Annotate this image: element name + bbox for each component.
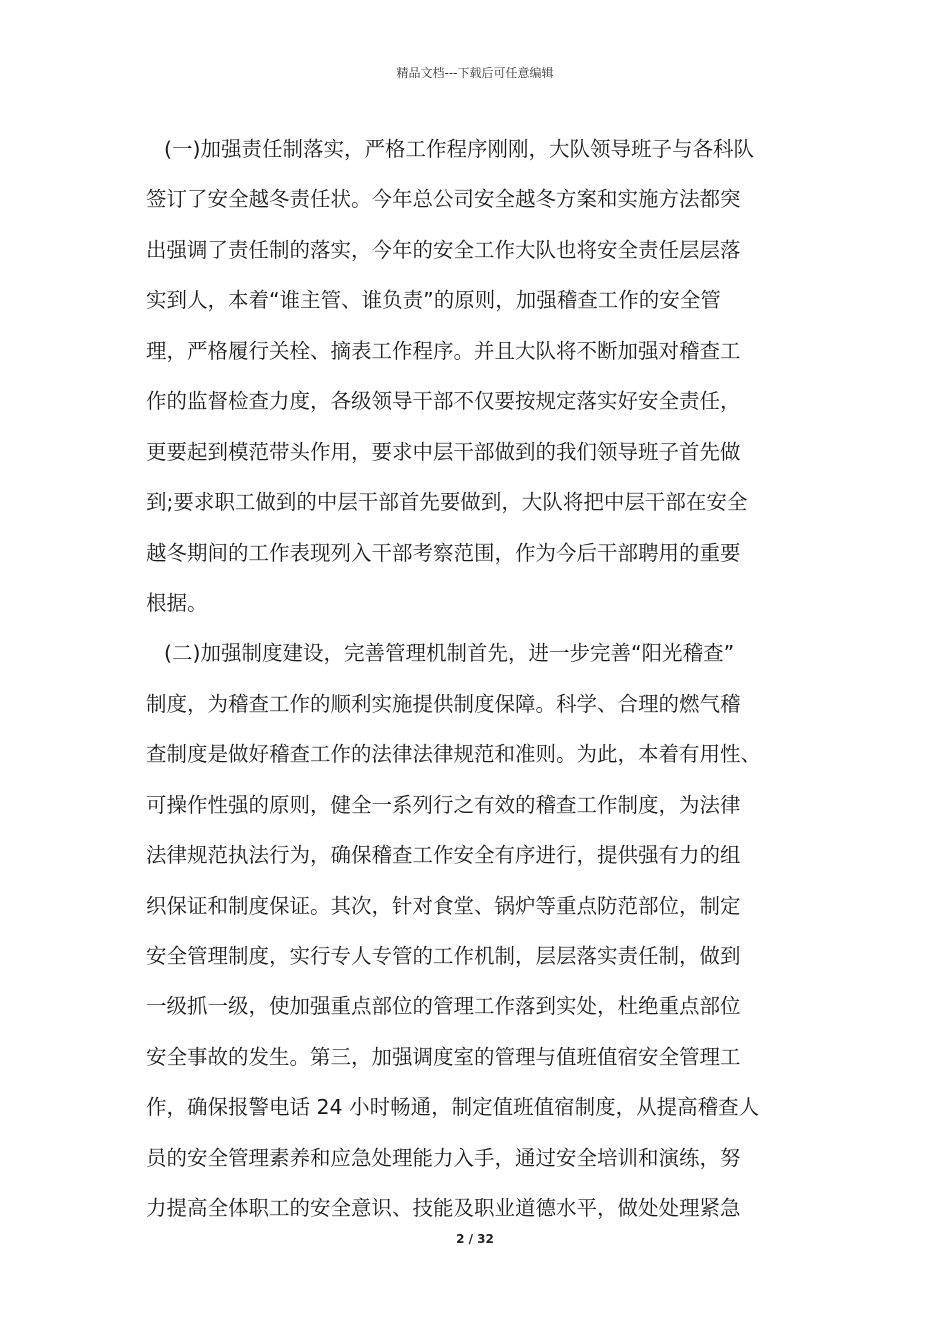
text-line: 理，严格履行关栓、摘表工作程序。并且大队将不断加强对稽查工 (146, 338, 741, 363)
text-line: 员的安全管理素养和应急处理能力入手，通过安全培训和演练，努 (146, 1145, 741, 1170)
text-line: (二)加强制度建设，完善管理机制首先，进一步完善“阳光稽查” (164, 641, 735, 666)
text-line: 查制度是做好稽查工作的法律法律规范和准则。为此，本着有用性、 (146, 742, 761, 767)
paragraph-1 (146, 130, 812, 634)
page-header: 精品文档---下载后可任意编辑 (396, 66, 554, 80)
text-line: 更要起到模范带头作用，要求中层干部做到的我们领导班子首先做 (146, 439, 741, 464)
text-line: 根据。 (146, 590, 208, 615)
text-line: 到;要求职工做到的中层干部首先要做到，大队将把中层干部在安全 (146, 490, 748, 515)
text-line: 作的监督检查力度，各级领导干部不仅要按规定落实好安全责任， (146, 389, 741, 414)
text-line: 可操作性强的原则，健全一系列行之有效的稽查工作制度，为法律 (146, 792, 741, 817)
text-line: 一级抓一级，使加强重点部位的管理工作落到实处，杜绝重点部位 (146, 994, 741, 1019)
text-line: 力提高全体职工的安全意识、技能及职业道德水平，做处处理紧急 (146, 1196, 741, 1221)
text-line: 实到人，本着“谁主管、谁负责”的原则，加强稽查工作的安全管 (146, 288, 721, 313)
text-line: 法律规范执法行为，确保稽查工作安全有序进行，提供强有力的组 (146, 843, 741, 868)
text-line: (一)加强责任制落实，严格工作程序刚刚，大队领导班子与各科队 (164, 137, 754, 161)
text-line: 作，确保报警电话 24 小时畅通，制定值班值宿制度，从提高稽查人 (146, 1095, 760, 1120)
document-body (146, 130, 812, 1240)
text-line: 制度，为稽查工作的顺利实施提供制度保障。科学、合理的燃气稽 (146, 691, 741, 716)
text-line: 安全事故的发生。第三，加强调度室的管理与值班值宿安全管理工 (146, 1044, 741, 1069)
text-line: 越冬期间的工作表现列入干部考察范围，作为今后干部聘用的重要 (146, 540, 741, 565)
text-line: 安全管理制度，实行专人专管的工作机制，层层落实责任制，做到 (146, 944, 741, 968)
text-line: 织保证和制度保证。其次，针对食堂、锅炉等重点防范部位，制定 (146, 893, 741, 918)
page-number: 2 / 32 (456, 1232, 494, 1246)
text-line: 出强调了责任制的落实，今年的安全工作大队也将安全责任层层落 (146, 237, 741, 262)
paragraph-2 (146, 634, 812, 1239)
text-line: 签订了安全越冬责任状。今年总公司安全越冬方案和实施方法都突 (146, 187, 741, 212)
